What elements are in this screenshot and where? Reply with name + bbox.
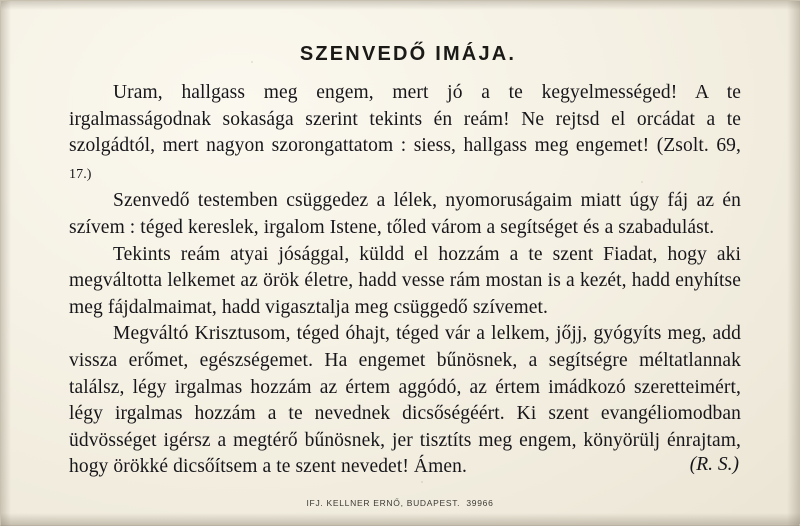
paragraph-4: Megváltó Krisztusom, téged óhajt, téged vár a lelkem, jőjj, gyógyíts meg, add vissza erőmet, egészségemet. Ha engemet bűnösnek, a segítségre méltatlannak találsz, légy irgalmas hozzám az értem aggódó, az értem imádkozó szeretteimért, légy irgalmas hozzám a te nevednek dicsőségéért. Ki szent evangéliomodban üdvösséget igérsz a megtérő bűnösnek, jer tisztíts meg engem, könyörülj énrajtam, hogy örökké dicsőítsem a te szent nevedet! Ámen. — [69, 323, 741, 478]
edge-shading-left — [1, 1, 11, 526]
edge-shading-bottom — [1, 513, 800, 524]
edge-shading-right — [787, 1, 799, 526]
paragraph-2: Szenvedő testemben csüggedez a lélek, nyomoruságaim miatt úgy fáj az én szívem : téged kereslek, irgalom Istene, tőled várom a segítséget és a szabadulást. — [69, 190, 741, 238]
edge-shading-top — [1, 1, 800, 10]
printer-imprint — [1, 498, 799, 508]
document-body — [69, 43, 741, 476]
imprint-number: 39966 — [466, 498, 494, 508]
paragraph-1-text: Uram, hallgass meg engem, mert jó a te kegyelmességed! A te irgalmasságodnak sokasága szerint tekints én reám! Ne rejtsd el orcádat a te szolgádtól, mert nagyon szorongattatom : siess, hallgass meg engemet! (Zsolt. 69, — [69, 82, 741, 157]
signature: (R. S.) — [689, 454, 739, 476]
paragraph-1 — [69, 80, 741, 188]
paper-speck — [421, 481, 423, 483]
paragraph-1-reference: 17.) — [69, 166, 92, 182]
page-title: SZENVEDŐ IMÁJA. — [299, 43, 517, 65]
imprint-publisher: IFJ. KELLNER ERNŐ, — [306, 498, 404, 508]
paragraph-3: Tekints reám atyai jósággal, küldd el hozzám a te szent Fiadat, hogy aki megváltotta lelkemet az örök életre, hadd vesse rám mostan is a kezét, hadd enyhítse meg fájdalmaimat, hadd vigasztalja meg csüggedő szívemet. — [69, 243, 741, 318]
imprint-city: BUDAPEST. — [406, 498, 461, 508]
